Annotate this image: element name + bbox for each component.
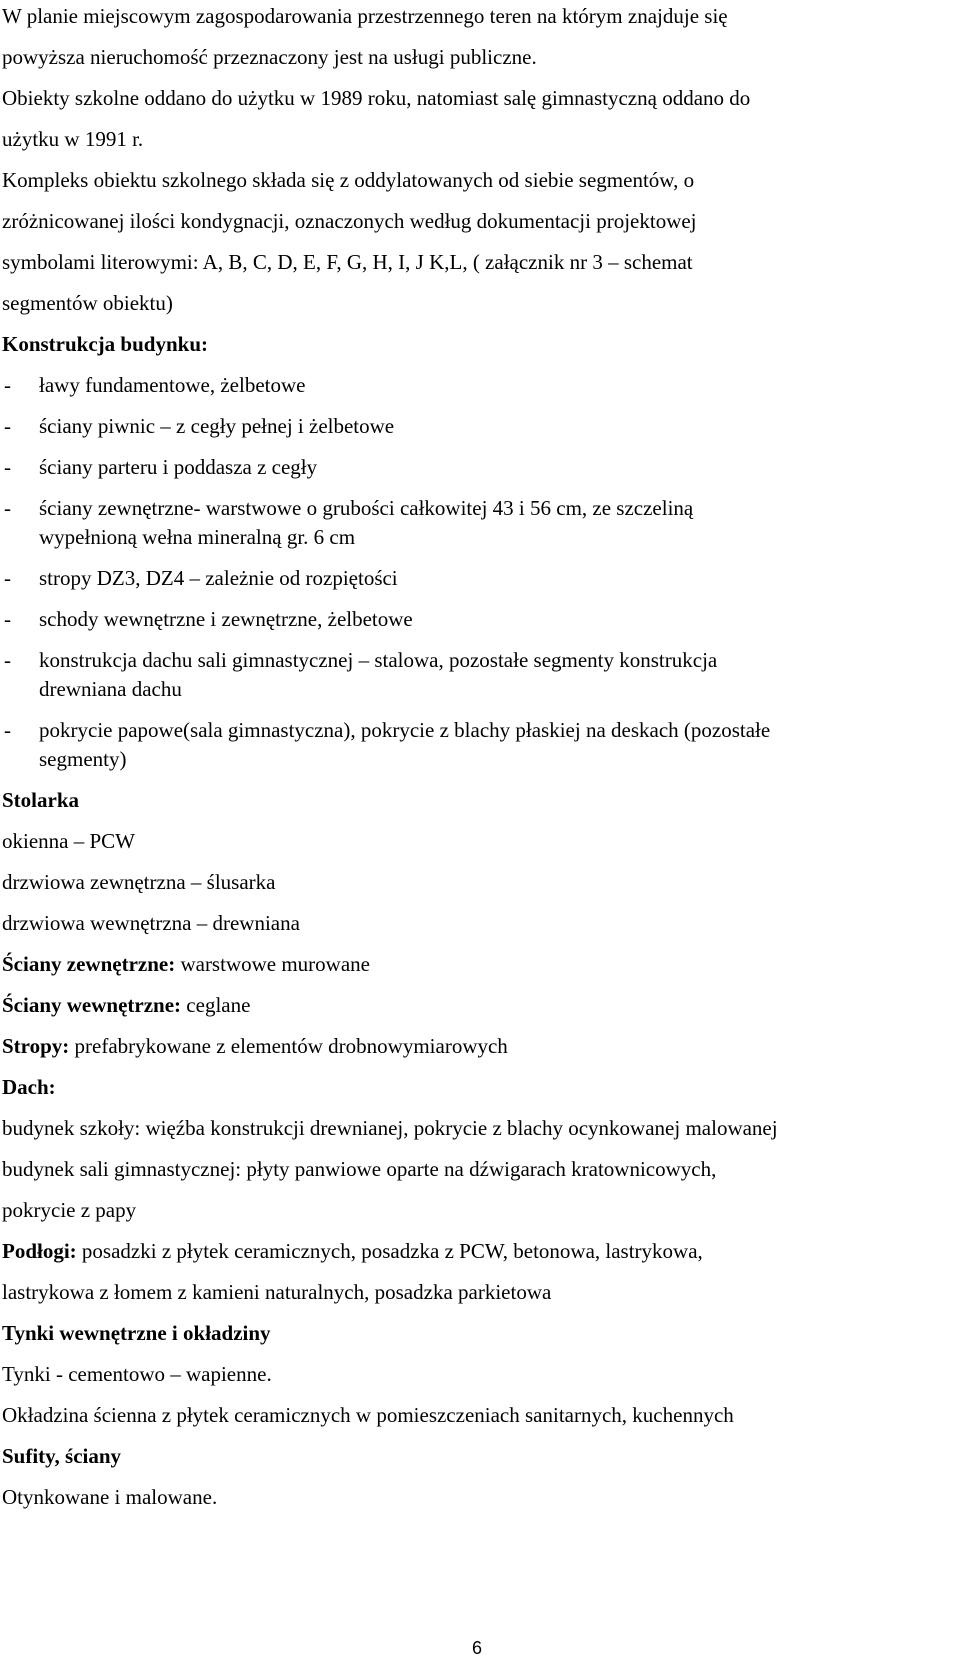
intro-line-1: W planie miejscowym zagospodarowania przestrzennego teren na którym znajduje się xyxy=(2,4,728,28)
podlogi xyxy=(2,1239,703,1263)
list-item-continuation: drewniana dachu xyxy=(39,677,182,701)
dach-line-3: pokrycie z papy xyxy=(2,1198,137,1222)
tynki-line-2: Okładzina ścienna z płytek ceramicznych w pomieszczeniach sanitarnych, kuchennych xyxy=(2,1403,734,1427)
list-item: ściany zewnętrzne- warstwowe o grubości całkowitej 43 i 56 cm, ze szczeliną xyxy=(39,496,694,520)
list-item: ściany piwnic – z cegły pełnej i żelbetowe xyxy=(39,414,395,438)
stropy xyxy=(2,1034,508,1058)
podlogi-value: posadzki z płytek ceramicznych, posadzka z PCW, betonowa, lastrykowa, xyxy=(76,1239,703,1263)
list-item: ławy fundamentowe, żelbetowe xyxy=(39,373,306,397)
stropy-label: Stropy: xyxy=(2,1034,70,1058)
list-dash: - xyxy=(4,373,11,397)
intro-line-2: powyższa nieruchomość przeznaczony jest na usługi publiczne. xyxy=(2,45,537,69)
intro-line-7: symbolami literowymi: A, B, C, D, E, F, G, H, I, J K,L, ( załącznik nr 3 – schemat xyxy=(2,250,693,274)
sciany-wewnetrzne-value: ceglane xyxy=(181,993,251,1017)
stolarka-line-2: drzwiowa zewnętrzna – ślusarka xyxy=(2,870,276,894)
list-dash: - xyxy=(4,648,11,672)
list-dash: - xyxy=(4,718,11,742)
intro-line-8: segmentów obiektu) xyxy=(2,291,173,315)
sciany-wewnetrzne xyxy=(2,993,250,1017)
stolarka-heading: Stolarka xyxy=(2,788,80,812)
list-dash: - xyxy=(4,455,11,479)
list-item: pokrycie papowe(sala gimnastyczna), pokrycie z blachy płaskiej na deskach (pozostałe xyxy=(39,718,771,742)
list-item-continuation: segmenty) xyxy=(39,747,127,771)
list-dash: - xyxy=(4,607,11,631)
stolarka-line-3: drzwiowa wewnętrzna – drewniana xyxy=(2,911,300,935)
list-item: stropy DZ3, DZ4 – zależnie od rozpiętości xyxy=(39,566,398,590)
list-item-continuation: wypełnioną wełna mineralną gr. 6 cm xyxy=(39,525,356,549)
intro-line-3: Obiekty szkolne oddano do użytku w 1989 roku, natomiast salę gimnastyczną oddano do xyxy=(2,86,751,110)
list-dash: - xyxy=(4,414,11,438)
intro-line-5: Kompleks obiektu szkolnego składa się z oddylatowanych od siebie segmentów, o xyxy=(2,168,695,192)
list-item: ściany parteru i poddasza z cegły xyxy=(39,455,318,479)
podlogi-line-2: lastrykowa z łomem z kamieni naturalnych, posadzka parkietowa xyxy=(2,1280,552,1304)
dach-heading: Dach: xyxy=(2,1075,56,1099)
dach-line-1: budynek szkoły: więźba konstrukcji drewnianej, pokrycie z blachy ocynkowanej malowanej xyxy=(2,1116,778,1140)
list-dash: - xyxy=(4,566,11,590)
list-dash: - xyxy=(4,496,11,520)
podlogi-label: Podłogi: xyxy=(2,1239,77,1263)
stolarka-line-1: okienna – PCW xyxy=(2,829,135,853)
tynki-heading: Tynki wewnętrzne i okładziny xyxy=(2,1321,271,1345)
stropy-value: prefabrykowane z elementów drobnowymiarowych xyxy=(69,1034,508,1058)
sufity-heading: Sufity, ściany xyxy=(2,1444,122,1468)
tynki-line-1: Tynki - cementowo – wapienne. xyxy=(2,1362,272,1386)
list-item: konstrukcja dachu sali gimnastycznej – stalowa, pozostałe segmenty konstrukcja xyxy=(39,648,718,672)
sciany-zewnetrzne-label: Ściany zewnętrzne: xyxy=(2,952,176,976)
intro-line-6: zróżnicowanej ilości kondygnacji, oznaczonych według dokumentacji projektowej xyxy=(2,209,697,233)
dach-line-2: budynek sali gimnastycznej: płyty panwiowe oparte na dźwigarach kratownicowych, xyxy=(2,1157,717,1181)
intro-line-4: użytku w 1991 r. xyxy=(2,127,144,151)
page-number: 6 xyxy=(472,1638,483,1658)
sufity-line-1: Otynkowane i malowane. xyxy=(2,1485,218,1509)
list-item: schody wewnętrzne i zewnętrzne, żelbetowe xyxy=(39,607,413,631)
sciany-wewnetrzne-label: Ściany wewnętrzne: xyxy=(2,993,182,1017)
sciany-zewnetrzne xyxy=(2,952,370,976)
konstrukcja-heading: Konstrukcja budynku: xyxy=(2,332,208,356)
sciany-zewnetrzne-value: warstwowe murowane xyxy=(175,952,370,976)
